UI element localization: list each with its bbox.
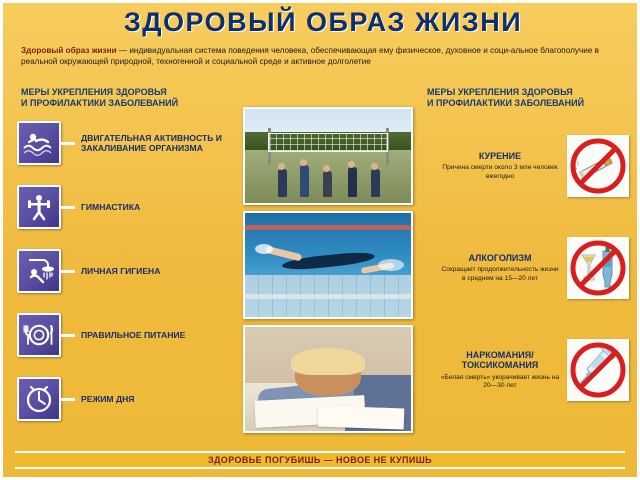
clock-icon [17, 377, 61, 421]
water-foam [378, 259, 404, 271]
notebook-page [318, 406, 405, 430]
intro-paragraph [21, 45, 625, 67]
list-item-label: ДВИГАТЕЛЬНАЯ АКТИВНОСТЬ И ЗАКАЛИВАНИЕ ОРГАНИЗМА [81, 132, 222, 153]
no-drugs-icon [567, 339, 629, 401]
hazard-subtitle: Причина смерти около 3 млн человек ежегодно [442, 164, 558, 180]
no-alcohol-icon [567, 237, 629, 299]
left-column-heading-line2: И ПРОФИЛАКТИКИ ЗАБОЛЕВАНИЙ [21, 98, 179, 108]
list-item [17, 303, 257, 367]
hazard-text [439, 151, 567, 181]
swimmer-icon [17, 121, 61, 165]
connector-bar [61, 334, 75, 337]
connector-bar [61, 270, 75, 273]
left-column-heading [21, 87, 221, 109]
list-item [17, 367, 257, 431]
plate-cutlery-icon [17, 313, 61, 357]
hazard-text [439, 253, 567, 283]
intro-body: индивидуальная система поведения человека, обеспечивающая ему физическое, духовное и соци-альное благополучие в реальной окружающей природной, техногенной и социальной среде и активное долголетие [21, 46, 600, 66]
photo-content [245, 327, 411, 431]
lane-rope [245, 294, 411, 299]
hazard-title: КУРЕНИЕ [478, 150, 522, 161]
list-item [421, 115, 629, 217]
footer-text: ЗДОРОВЬЕ ПОГУБИШЬ — НОВОЕ НЕ КУПИШЬ [207, 455, 433, 465]
no-smoking-icon [567, 135, 629, 197]
left-column-heading-line1: МЕРЫ УКРЕПЛЕНИЯ ЗДОРОВЬЯ [21, 87, 167, 97]
page-title: ЗДОРОВЫЙ ОБРАЗ ЖИЗНИ [123, 7, 523, 37]
player-figure [278, 169, 287, 197]
player-head [323, 165, 330, 172]
footer-banner [15, 451, 625, 469]
dumbbell-icon [17, 185, 61, 229]
photo-content [245, 109, 411, 203]
hazards-list [421, 115, 629, 421]
player-figure [300, 165, 309, 197]
hazard-title: АЛКОГОЛИЗМ [468, 252, 532, 263]
list-item [17, 175, 257, 239]
volleyball-net [268, 133, 388, 152]
photo-sleeping [243, 325, 413, 433]
player-figure [371, 169, 380, 197]
list-item-label: ПРАВИЛЬНОЕ ПИТАНИЕ [81, 329, 186, 340]
hazard-subtitle: «Белая смерть» укорачивает жизнь на 20—30 лет [440, 373, 560, 389]
list-item [17, 239, 257, 303]
player-figure [348, 167, 357, 197]
connector-bar [61, 398, 75, 401]
shower-icon [17, 249, 61, 293]
list-item-label: РЕЖИМ ДНЯ [81, 393, 135, 404]
hazard-subtitle: Сокращает продолжительность жизни в среднем на 15—20 лет [441, 266, 559, 282]
list-item [421, 217, 629, 319]
intro-dash: — [118, 46, 128, 55]
hazard-title: НАРКОМАНИЯ/ТОКСИКОМАНИЯ [461, 349, 539, 371]
right-column-heading-line1: МЕРЫ УКРЕПЛЕНИЯ ЗДОРОВЬЯ [427, 87, 573, 97]
photo-content [245, 213, 411, 317]
player-figure [323, 171, 332, 197]
list-item [17, 111, 257, 175]
lane-rope [245, 225, 411, 230]
list-item-label: ЛИЧНАЯ ГИГИЕНА [81, 265, 161, 276]
hazard-text [439, 350, 567, 391]
right-column-heading [427, 87, 627, 109]
list-item-label: ГИМНАСТИКА [81, 201, 141, 212]
photo-swimmer [243, 211, 413, 319]
intro-lead: Здоровый образ жизни [21, 46, 117, 55]
photo-volleyball [243, 107, 413, 205]
right-column-heading-line2: И ПРОФИЛАКТИКИ ЗАБОЛЕВАНИЙ [427, 98, 585, 108]
connector-bar [61, 206, 75, 209]
student-hair [291, 348, 364, 375]
measures-list [17, 111, 257, 431]
connector-bar [61, 142, 75, 145]
list-item [421, 319, 629, 421]
